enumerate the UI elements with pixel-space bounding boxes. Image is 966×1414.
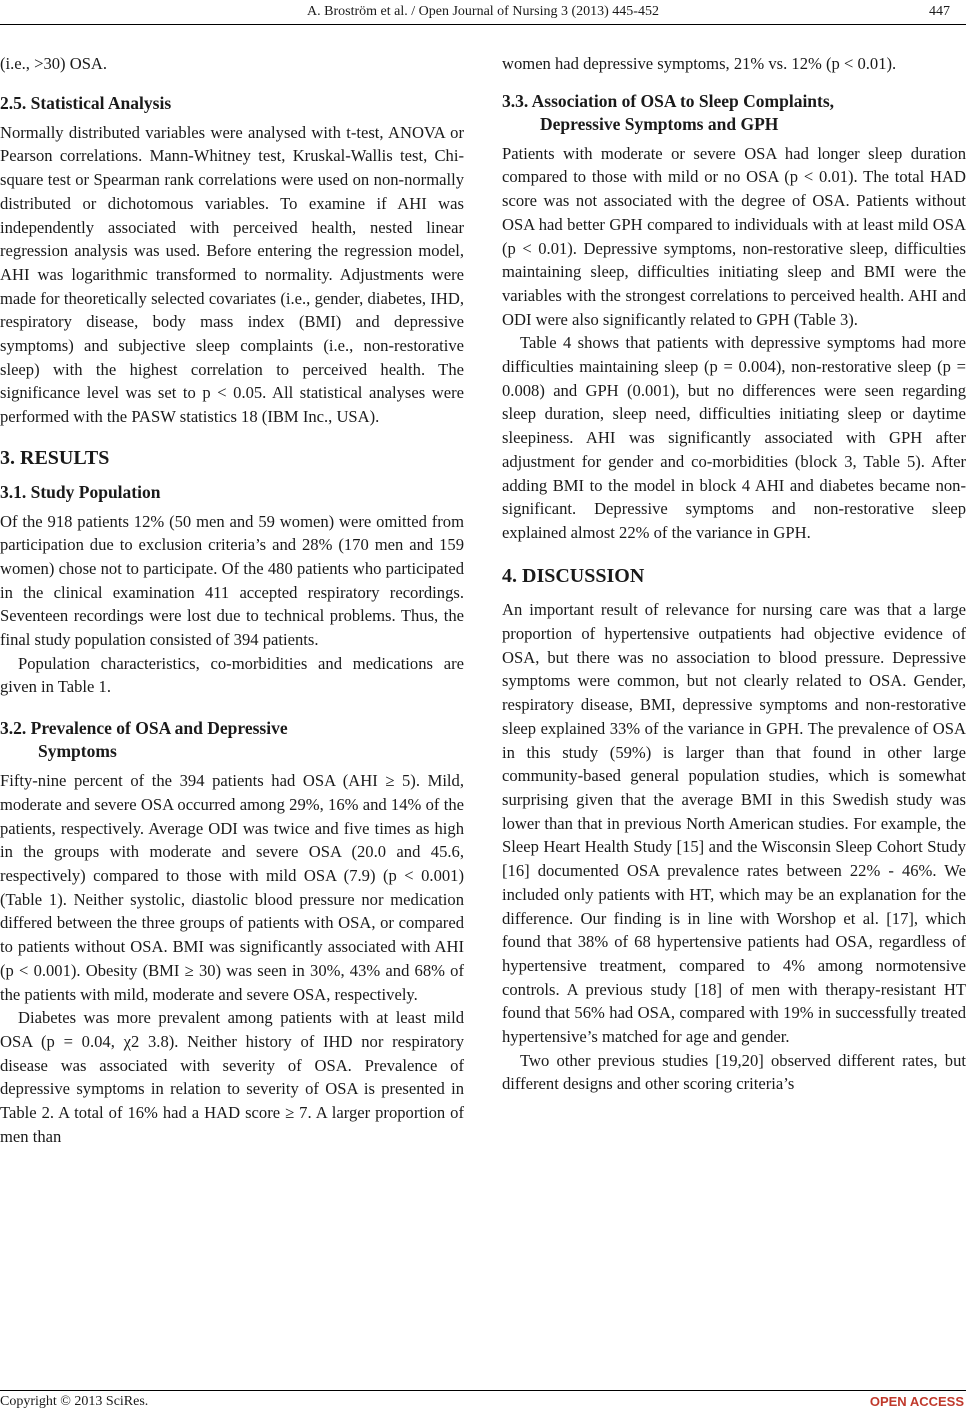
section-heading: 3.1. Study Population xyxy=(0,481,161,502)
section-heading xyxy=(0,717,464,763)
header-rule xyxy=(0,24,966,25)
heading-line: 3.3. Association of OSA to Sleep Complaints, xyxy=(502,90,835,111)
paragraph: women had depressive symptoms, 21% vs. 12% (p < 0.01). xyxy=(502,54,897,73)
right-column xyxy=(502,52,966,1096)
heading-line: Depressive Symptoms and GPH xyxy=(540,113,779,134)
section-heading xyxy=(502,90,966,136)
paragraph: Table 4 shows that patients with depressive symptoms had more difficulties maintaining sleep (p = 0.004), non-restorative sleep (p = 0.008) and GPH (0.001), but no differences were seen regarding sleep duration, sleep need, difficulties initiating sleep or daytime sleepiness. AHI was significantly associated with GPH after adjustment for gender and co-morbidities (block 3, Table 5). After adding BMI to the model in block 4 AHI and diabetes became non-significant. Depressive symptoms and non-restorative sleep explained almost 22% of the variance in GPH. xyxy=(502,333,966,542)
running-header xyxy=(0,4,966,20)
paragraph: Of the 918 patients 12% (50 men and 59 women) were omitted from participation due to exclusion criteria’s and 28% (170 men and 159 women) chose not to participate. Of the 480 patients who participated in the clinical examination 411 accepted respiratory recordings. Seventeen recordings were lost due to technical problems. Thus, the final study population consisted of 394 patients. xyxy=(0,511,464,650)
running-title: A. Broström et al. / Open Journal of Nursing 3 (2013) 445-452 xyxy=(307,4,659,19)
paragraph: Population characteristics, co-morbidities and medications are given in Table 1. xyxy=(0,653,464,697)
paragraph: An important result of relevance for nursing care was that a large proportion of hypertensive outpatients had objective evidence of OSA, but there was no association to blood pressure. Depressive symptoms were common, but not clearly related to OSA. Gender, respiratory disease, BMI, depressive symptoms and non-restorative sleep explained 33% of the variance in GPH. The prevalence of OSA in this study (59%) is larger than that found in other large community-based general population studies, which is somewhat surprising given that the average BMI in this Swedish study was lower than that in previous North American studies. For example, the Sleep Heart Health Study [15] and the Wisconsin Sleep Cohort Study [16] documented OSA prevalence rates between 22% - 46%. We included only patients with HT, which may be an explanation for the difference. Our finding is in line with Worshop et al. [17], which found that 38% of 68 hypertensive patients had OSA, regardless of hypertensive treatment, compared to 4% among normotensive controls. A previous study [18] of men with therapy-resistant HT found that 56% had OSA, compared with 19% in successfully treated hypertensive’s matched for age and gender. xyxy=(502,600,966,1047)
section-heading: 3. RESULTS xyxy=(0,446,110,469)
page-number: 447 xyxy=(929,4,950,19)
footer-rule xyxy=(0,1390,966,1391)
paragraph: Diabetes was more prevalent among patients with at least mild OSA (p = 0.04, χ2 3.8). Neither history of IHD nor respiratory disease was associated with severity of OSA. Prevalence of depressive symptoms in relation to severity of OSA is presented in Table 2. A total of 16% had a HAD score ≥ 7. A larger proportion of men than xyxy=(0,1008,464,1146)
paragraph: Fifty-nine percent of the 394 patients had OSA (AHI ≥ 5). Mild, moderate and severe OSA occurred among 29%, 16% and 14% of the patients, respectively. Average ODI was twice and five times as high in the groups with moderate and severe OSA (20.0 and 45.6, respectively) compared to those with mild OSA (7.9) (p < 0.001) (Table 1). Neither systolic, diastolic blood pressure nor medication differed between the three groups of patients with OSA, or compared to patients without OSA. BMI was significantly associated with AHI (p < 0.001). Obesity (BMI ≥ 30) was seen in 30%, 43% and 68% of the patients with mild, moderate and severe OSA, respectively. xyxy=(0,771,464,1004)
copyright-notice: Copyright © 2013 SciRes. xyxy=(0,1394,149,1409)
paragraph: (i.e., >30) OSA. xyxy=(0,54,108,73)
paragraph: Patients with moderate or severe OSA had longer sleep duration compared to those with mild or no OSA (p < 0.01). The total HAD score was not associated with the degree of OSA. Patients without OSA had better GPH compared to individuals with at least mild OSA (p < 0.01). Depressive symptoms, non-restorative sleep, difficulties maintaining sleep, difficulties initiating sleep and BMI were the variables with the strongest correlations to perceived health. AHI and ODI were also significantly related to GPH (Table 3). xyxy=(502,143,966,329)
heading-line: Symptoms xyxy=(38,741,117,762)
left-column xyxy=(0,52,464,1148)
section-heading: 2.5. Statistical Analysis xyxy=(0,92,172,113)
heading-line: 3.2. Prevalence of OSA and Depressive xyxy=(0,718,288,739)
open-access-badge: OPEN ACCESS xyxy=(869,1394,964,1409)
paragraph: Two other previous studies [19,20] observed different rates, but different designs and other scoring criteria’s xyxy=(502,1050,966,1094)
section-heading: 4. DISCUSSION xyxy=(502,564,645,587)
paragraph: Normally distributed variables were analysed with t-test, ANOVA or Pearson correlations. Mann-Whitney test, Kruskal-Wallis test, Chi-square test or Spearman rank correlations were used on non-normally distributed or dichotomous variables. To examine if AHI was independently associated with perceived health, nested linear regression analysis was used. Before entering the regression model, AHI was logarithmic transformed to normality. Adjustments were made for theoretically selected covariates (i.e., gender, diabetes, IHD, respiratory disease, body mass index (BMI) and depressive symptoms) and subjective sleep complaints (i.e., non-restorative sleep) with the highest correlation to perceived health. The significance level was set to p < 0.05. All statistical analyses were performed with the PASW statistics 18 (IBM Inc., USA). xyxy=(0,122,464,427)
